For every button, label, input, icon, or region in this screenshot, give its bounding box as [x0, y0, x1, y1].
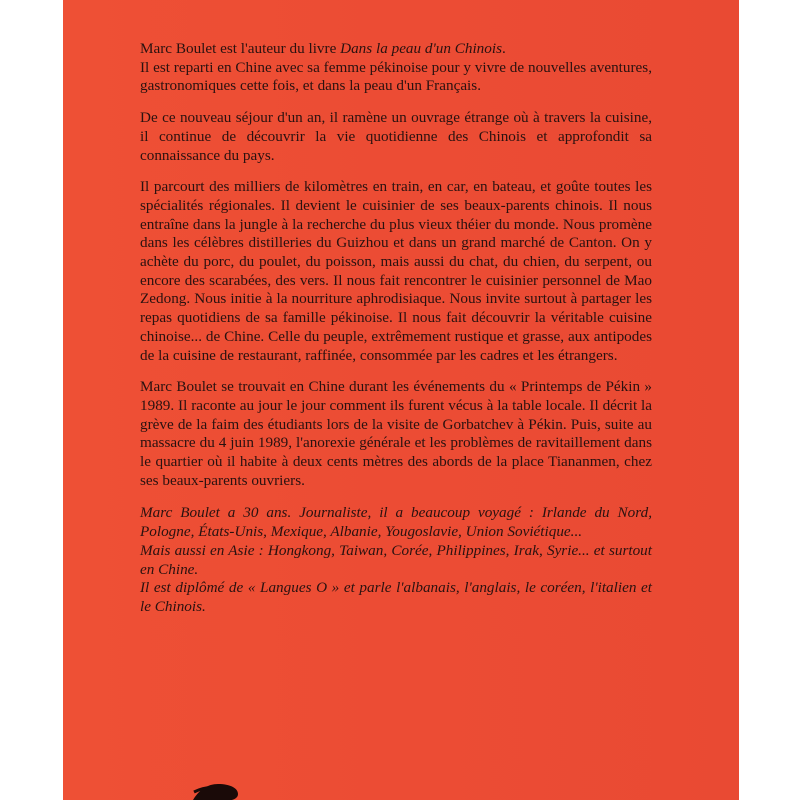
intro-line-1-prefix: Marc Boulet est l'auteur du livre: [140, 40, 341, 57]
author-bio: [140, 504, 652, 616]
intro-paragraph: [140, 40, 652, 96]
publisher-logo-icon: [188, 778, 248, 800]
bio-line-2: Mais aussi en Asie : Hongkong, Taiwan, Corée, Philippines, Irak, Syrie... et surtout en Chine.: [140, 541, 652, 578]
paragraph-2: De ce nouveau séjour d'un an, il ramène un ouvrage étrange où à travers la cuisine, il continue de découvrir la vie quotidienne des Chinois et approfondit sa connaissance du pays.: [140, 109, 652, 164]
book-title: Dans la peau d'un Chinois: [340, 40, 503, 57]
paragraph-4: Marc Boulet se trouvait en Chine durant les événements du « Printemps de Pékin » 1989. Il raconte au jour le jour comment ils furent vécus à la table locale. Il décrit la grève de la faim des étudiants lors de la visite de Gorbatchev à Pékin. Puis, suite au massacre du 4 juin 1989, l'anorexie générale et les problèmes de ravitaillement dans le quartier où il habite à deux cents mètres des abords de la place Tiananmen, chez ses beaux-parents ouvriers.: [140, 378, 652, 489]
intro-line-1: [140, 40, 652, 59]
intro-line-1-suffix: .: [502, 40, 506, 57]
intro-line-2: Il est reparti en Chine avec sa femme pékinoise pour y vivre de nouvelles aventures, gastronomiques cette fois, et dans la peau d'un Français.: [140, 58, 652, 95]
bio-line-1: Marc Boulet a 30 ans. Journaliste, il a beaucoup voyagé : Irlande du Nord, Pologne, États-Unis, Mexique, Albanie, Yougoslavie, Union Soviétique...: [140, 504, 652, 541]
bio-line-3: Il est diplômé de « Langues O » et parle l'albanais, l'anglais, le coréen, l'italien et le Chinois.: [140, 579, 652, 615]
cover-text-block: [140, 40, 652, 617]
paragraph-3: Il parcourt des milliers de kilomètres en train, en car, en bateau, et goûte toutes les spécialités régionales. Il devient le cuisinier de ses beaux-parents chinois. Il nous entraîne dans la jungle à la recherche du plus vieux théier du monde. Nous promène dans les célèbres distilleries du Guizhou et dans un grand marché de Canton. On y achète du porc, du poulet, du poisson, mais aussi du chat, du chien, du serpent, ou encore des scarabées, des vers. Il nous fait rencontrer le cuisinier personnel de Mao Zedong. Nous initie à la nourriture aphrodisiaque. Nous invite surtout à partager les repas quotidiens de sa famille pékinoise. Il nous fait découvrir la véritable cuisine chinoise... de Chine. Celle du peuple, extrêmement rustique et grasse, aux antipodes de la cuisine de restaurant, raffinée, consommée par les cadres et les étrangers.: [140, 178, 652, 364]
